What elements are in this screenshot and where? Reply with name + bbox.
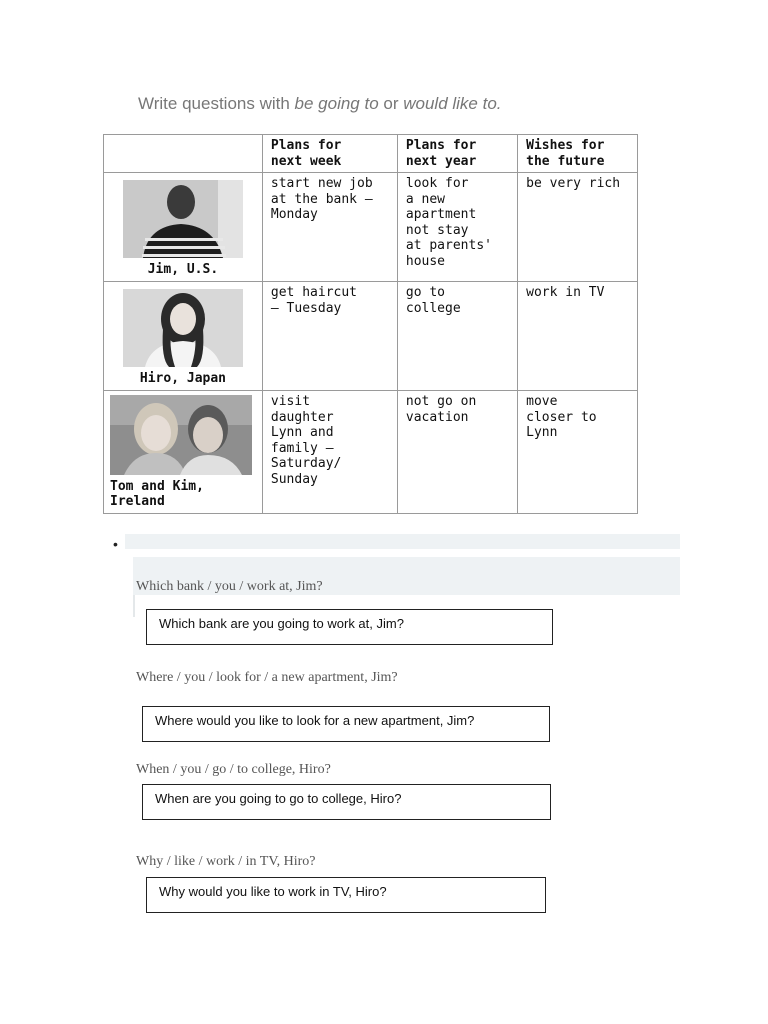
hiro-next-year: go to college [397,282,517,391]
jim-future: be very rich [518,173,638,282]
hiro-photo [123,289,243,367]
jim-next-week: start new job at the bank — Monday [262,173,397,282]
instruction-middle: or [378,94,404,113]
jim-photo [123,180,243,258]
question-prompt-2: Where / you / look for / a new apartment, Jim? [136,670,398,685]
table-header-row [104,135,638,173]
highlight-band-edge [133,595,135,617]
question-prompt-3: When / you / go / to college, Hiro? [136,762,331,777]
table-row [104,391,638,514]
tom-kim-next-year: not go on vacation [397,391,517,514]
header-future: Wishes for the future [518,135,638,173]
person-name-tom-kim: Tom and Kim, Ireland [110,479,204,509]
tom-kim-future: move closer to Lynn [518,391,638,514]
person-cell-jim [104,173,263,282]
question-prompt-4: Why / like / work / in TV, Hiro? [136,854,316,869]
person-name-hiro: Hiro, Japan [139,371,226,386]
header-empty [104,135,263,173]
list-bullet: • [113,536,118,552]
table-row [104,282,638,391]
tom-kim-photo [110,395,252,475]
tom-kim-next-week: visit daughter Lynn and family — Saturday/ Sunday [262,391,397,514]
plans-table [103,134,638,514]
instruction-phrase-would-like-to: would like to. [403,94,502,113]
instruction-phrase-going-to: be going to [294,94,379,113]
question-prompt-1: Which bank / you / work at, Jim? [136,579,323,594]
person-name-jim: Jim, U.S. [147,262,219,277]
person-cell-tom-kim [104,391,263,514]
person-cell-hiro [104,282,263,391]
hiro-next-week: get haircut — Tuesday [262,282,397,391]
header-next-week: Plans for next week [262,135,397,173]
highlight-band-top [125,534,680,549]
answer-field-2[interactable]: Where would you like to look for a new apartment, Jim? [142,706,550,742]
instruction-prefix: Write questions with [138,94,295,113]
instruction-heading [138,94,502,114]
jim-next-year: look for a new apartment not stay at parents' house [397,173,517,282]
table-row [104,173,638,282]
header-next-year: Plans for next year [397,135,517,173]
answer-field-4[interactable]: Why would you like to work in TV, Hiro? [146,877,546,913]
answer-field-1[interactable]: Which bank are you going to work at, Jim? [146,609,553,645]
answer-field-3[interactable]: When are you going to go to college, Hiro? [142,784,551,820]
hiro-future: work in TV [518,282,638,391]
